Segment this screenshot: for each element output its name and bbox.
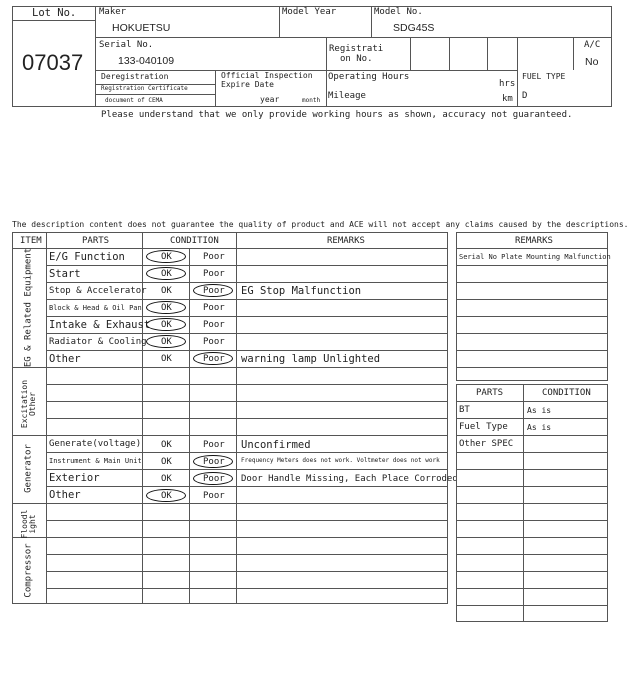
- eg-poor-5: Poor: [203, 337, 225, 347]
- section-floodlight-label: Floodl ight: [20, 509, 37, 539]
- registration-label-2: on No.: [340, 54, 373, 64]
- model-no-label: Model No.: [374, 7, 423, 17]
- hrs-label: hrs: [499, 79, 516, 89]
- cema-label: document of CEMA: [105, 97, 163, 104]
- selected-oval: [146, 335, 186, 348]
- fuel-type-value: D: [522, 91, 528, 101]
- eg-ok-0: OK: [161, 252, 172, 262]
- ac-value: No: [585, 56, 599, 68]
- selected-oval: [146, 301, 186, 314]
- disclaimer-text: The description content does not guarantee the quality of product and ACE will not accept any claims caused by the descriptions.: [12, 220, 629, 229]
- serial-label: Serial No.: [99, 40, 154, 50]
- inspection-label-2: Expire Date: [221, 80, 274, 89]
- registration-label-1: Registrati: [329, 44, 384, 54]
- lot-value: 07037: [22, 50, 84, 75]
- condition-header: CONDITION: [542, 388, 591, 398]
- eg-part-4: Intake & Exhaust: [49, 319, 151, 331]
- eg-ok-3: OK: [161, 303, 172, 313]
- maker-label: Maker: [99, 7, 127, 17]
- gen-remark-0: Unconfirmed: [241, 439, 311, 451]
- eg-poor-1: Poor: [203, 269, 225, 279]
- selected-oval: [146, 489, 186, 502]
- mileage-label: Mileage: [328, 91, 366, 101]
- eg-part-5: Radiator & Cooling: [49, 337, 147, 347]
- remark-1: Serial No Plate Mounting Malfunction: [459, 253, 611, 261]
- selected-oval: [146, 250, 186, 263]
- spec-part-1: Fuel Type: [459, 422, 508, 432]
- gen-part-3: Other: [49, 489, 81, 501]
- remarks-header: REMARKS: [515, 236, 553, 246]
- registration-cert-label: Registration Certificate: [101, 85, 188, 92]
- gen-remark-1: Frequency Meters does not work. Voltmeter does not work: [241, 457, 440, 464]
- eg-poor-0: Poor: [203, 252, 225, 262]
- eg-part-2: Stop & Accelerator: [49, 286, 147, 296]
- lot-label: Lot No.: [32, 7, 77, 19]
- gen-part-2: Exterior: [49, 472, 100, 484]
- eg-ok-6: OK: [161, 354, 172, 364]
- eg-part-6: Other: [49, 353, 81, 365]
- km-label: km: [502, 94, 513, 104]
- eg-ok-2: OK: [161, 286, 172, 296]
- eg-poor-4: Poor: [203, 320, 225, 330]
- serial-value: 133-040109: [118, 55, 175, 67]
- selected-oval: [193, 472, 233, 485]
- col-remarks: REMARKS: [327, 236, 365, 246]
- fuel-type-label: FUEL TYPE: [522, 72, 566, 81]
- section-compressor-label: Compressor: [23, 543, 34, 598]
- eg-poor-2: Poor: [203, 286, 225, 296]
- model-no-value: SDG45S: [393, 22, 435, 34]
- gen-ok-2: OK: [161, 474, 172, 484]
- spec-condition-0: As is: [527, 406, 552, 415]
- inspection-label-1: Official Inspection: [221, 71, 313, 80]
- col-parts: PARTS: [82, 236, 110, 246]
- gen-part-1: Instrument & Main Unit: [49, 457, 142, 465]
- gen-poor-2: Poor: [203, 474, 225, 484]
- year-label: year: [260, 95, 280, 104]
- selected-oval: [193, 284, 233, 297]
- selected-oval: [193, 352, 233, 365]
- gen-poor-3: Poor: [203, 491, 225, 501]
- section-generator-label: Generator: [23, 444, 34, 493]
- col-item: ITEM: [20, 236, 42, 246]
- selected-oval: [193, 455, 233, 468]
- section-excitation-label: Excitation Other: [20, 379, 37, 429]
- selected-oval: [146, 267, 186, 280]
- gen-remark-2: Door Handle Missing, Each Place Corroded: [241, 474, 458, 484]
- gen-part-0: Generate(voltage): [49, 439, 142, 449]
- parts-header: PARTS: [476, 388, 504, 398]
- gen-ok-0: OK: [161, 440, 172, 450]
- gen-ok-1: OK: [161, 457, 172, 467]
- month-label: month: [302, 97, 321, 104]
- ac-label: A/C: [584, 40, 601, 50]
- eg-ok-5: OK: [161, 337, 172, 347]
- deregistration-label: Deregistration: [101, 72, 169, 81]
- col-condition: CONDITION: [170, 236, 219, 246]
- eg-remark-2: EG Stop Malfunction: [241, 285, 362, 297]
- spec-part-2: Other SPEC: [459, 439, 514, 449]
- eg-remark-6: warning lamp Unlighted: [241, 353, 381, 365]
- operating-hours-label: Operating Hours: [328, 72, 410, 82]
- notice-text: Please understand that we only provide working hours as shown, accuracy not guaranteed.: [101, 110, 573, 120]
- eg-part-1: Start: [49, 268, 81, 280]
- eg-part-3: Block & Head & Oil Pan: [49, 304, 142, 312]
- maker-value: HOKUETSU: [112, 22, 171, 34]
- eg-poor-6: Poor: [203, 354, 225, 364]
- eg-ok-1: OK: [161, 269, 172, 279]
- gen-ok-3: OK: [161, 491, 172, 501]
- section-eg-label: EG & Related Equipment: [23, 247, 34, 368]
- gen-poor-0: Poor: [203, 440, 225, 450]
- eg-part-0: E/G Function: [49, 251, 125, 263]
- spec-condition-1: As is: [527, 423, 552, 432]
- eg-ok-4: OK: [161, 320, 172, 330]
- gen-poor-1: Poor: [203, 457, 225, 467]
- selected-oval: [146, 318, 186, 331]
- eg-poor-3: Poor: [203, 303, 225, 313]
- model-year-label: Model Year: [282, 7, 337, 17]
- spec-part-0: BT: [459, 405, 470, 415]
